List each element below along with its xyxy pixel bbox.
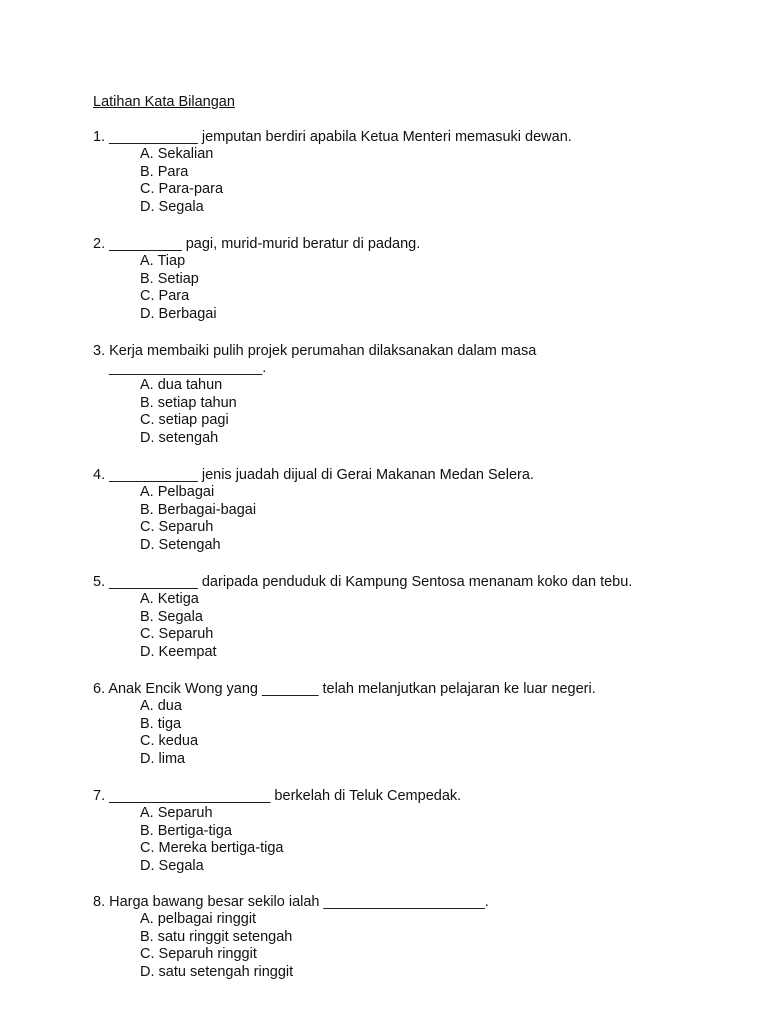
option-c: C. Para — [140, 288, 190, 305]
option-d: D. lima — [140, 750, 186, 767]
option-b: B. Bertiga-tiga — [140, 822, 232, 839]
option-c: C. kedua — [140, 733, 199, 750]
option-a: A. pelbagai ringgit — [140, 911, 257, 927]
question-8 — [93, 893, 753, 981]
option-c: C. Separuh — [140, 519, 214, 536]
option-c: C. Para-para — [140, 181, 224, 198]
option-d: D. Segala — [140, 198, 204, 215]
option-a: A. Tiap — [140, 253, 186, 269]
option-c: C. setiap pagi — [140, 412, 229, 429]
question-stem: 3. Kerja membaiki pulih projek perumahan dilaksanakan dalam masa — [93, 343, 537, 359]
question-stem: 8. Harga bawang besar sekilo ialah ____________________. — [93, 894, 489, 910]
question-stem: 4. ___________ jenis juadah dijual di Gerai Makanan Medan Selera. — [93, 467, 534, 483]
option-list — [93, 911, 753, 981]
option-list — [93, 591, 753, 661]
option-d: D. Setengah — [140, 536, 221, 553]
option-b: B. tiga — [140, 715, 182, 732]
option-c: C. Separuh ringgit — [140, 946, 257, 963]
option-list — [93, 698, 753, 768]
question-5 — [93, 573, 753, 661]
option-b: B. Segala — [140, 608, 203, 625]
question-6 — [93, 680, 753, 768]
option-d: D. Berbagai — [140, 305, 217, 322]
option-a: A. dua tahun — [140, 377, 223, 393]
question-1 — [93, 128, 753, 216]
option-list — [93, 253, 753, 323]
option-d: D. setengah — [140, 429, 219, 446]
option-b: B. setiap tahun — [140, 394, 237, 411]
question-stem: 2. _________ pagi, murid-murid beratur di padang. — [93, 236, 421, 252]
option-list — [93, 146, 753, 216]
question-stem: 6. Anak Encik Wong yang _______ telah melanjutkan pelajaran ke luar negeri. — [93, 681, 596, 697]
question-2 — [93, 235, 753, 323]
option-a: A. Ketiga — [140, 591, 199, 607]
answer-blank: ___________________. — [109, 360, 267, 376]
option-b: B. satu ringgit setengah — [140, 928, 293, 945]
option-d: D. Keempat — [140, 643, 217, 660]
option-list — [93, 484, 753, 554]
question-7 — [93, 787, 753, 875]
option-d: D. satu setengah ringgit — [140, 963, 294, 980]
question-3 — [93, 342, 753, 447]
option-b: B. Berbagai-bagai — [140, 501, 257, 518]
option-list — [93, 377, 753, 447]
question-stem: 7. ____________________ berkelah di Teluk Cempedak. — [93, 788, 462, 804]
question-stem: 5. ___________ daripada penduduk di Kampung Sentosa menanam koko dan tebu. — [93, 574, 633, 590]
question-stem: 1. ___________ jemputan berdiri apabila Ketua Menteri memasuki dewan. — [93, 129, 572, 145]
option-b: B. Para — [140, 163, 189, 180]
option-a: A. Sekalian — [140, 146, 214, 162]
option-d: D. Segala — [140, 857, 204, 874]
option-b: B. Setiap — [140, 270, 199, 287]
worksheet-title: Latihan Kata Bilangan — [93, 94, 235, 110]
option-a: A. Pelbagai — [140, 484, 215, 500]
option-list — [93, 805, 753, 875]
option-a: A. dua — [140, 698, 182, 714]
option-c: C. Mereka bertiga-tiga — [140, 840, 284, 857]
option-c: C. Separuh — [140, 626, 214, 643]
option-a: A. Separuh — [140, 805, 213, 821]
question-4 — [93, 466, 753, 554]
